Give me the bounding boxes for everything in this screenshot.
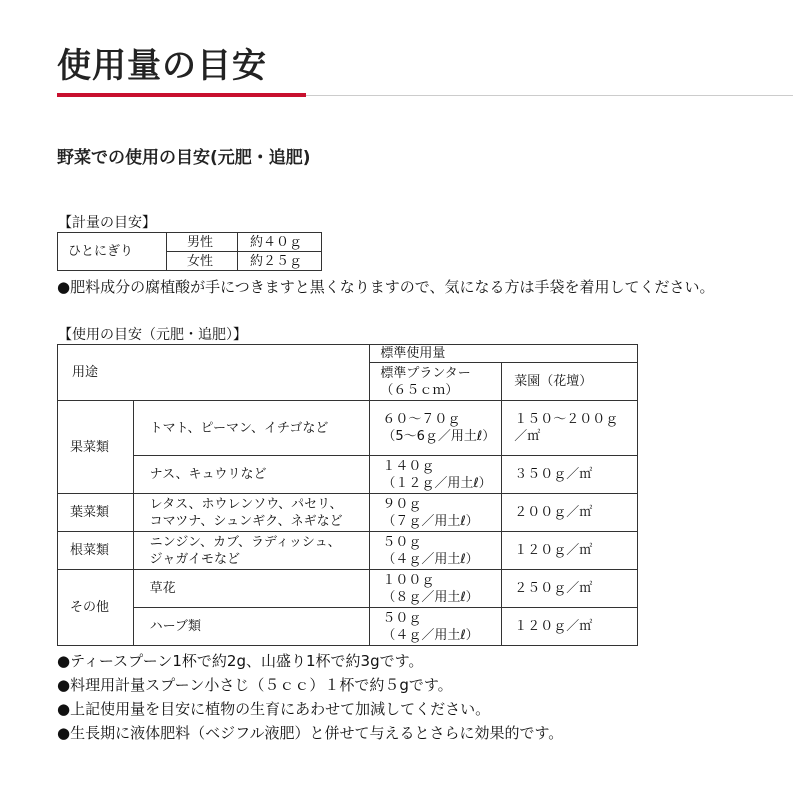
measure-gender: 男性 bbox=[167, 233, 238, 252]
measure-gender: 女性 bbox=[167, 252, 238, 271]
table-row bbox=[58, 570, 638, 608]
section-heading: 野菜での使用の目安(元肥・追肥) bbox=[57, 148, 311, 168]
table-row bbox=[58, 608, 638, 646]
garden-amount: １２０ｇ／㎡ bbox=[502, 532, 638, 570]
title-underline-rule bbox=[306, 95, 793, 96]
usage-table bbox=[57, 344, 638, 646]
planter-amount: ６０～７０ｇ （5～6ｇ／用土ℓ） bbox=[370, 401, 502, 456]
crop-item: ニンジン、カブ、ラディッシュ、 ジャガイモなど bbox=[133, 532, 370, 570]
table-row bbox=[58, 233, 322, 252]
header-garden: 菜園（花壇） bbox=[502, 363, 638, 401]
planter-amount: １００ｇ （８ｇ／用土ℓ） bbox=[370, 570, 502, 608]
table-row bbox=[58, 345, 638, 363]
category-label: 根菜類 bbox=[58, 532, 134, 570]
category-label: その他 bbox=[58, 570, 134, 646]
planter-amount: ５０ｇ （４ｇ／用土ℓ） bbox=[370, 608, 502, 646]
table-row bbox=[58, 494, 638, 532]
table-row bbox=[58, 456, 638, 494]
usage-caption: 【使用の目安（元肥・追肥）】 bbox=[58, 327, 247, 343]
measure-amount: 約２５ｇ bbox=[238, 252, 322, 271]
planter-amount: ９０ｇ （７ｇ／用土ℓ） bbox=[370, 494, 502, 532]
glove-note: ●肥料成分の腐植酸が手につきますと黒くなりますので、気になる方は手袋を着用してください。 bbox=[57, 278, 715, 296]
crop-item: トマト、ピーマン、イチゴなど bbox=[133, 401, 370, 456]
category-label: 葉菜類 bbox=[58, 494, 134, 532]
crop-item: レタス、ホウレンソウ、パセリ、 コマツナ、シュンギク、ネギなど bbox=[133, 494, 370, 532]
measure-row-label: ひとにぎり bbox=[58, 233, 167, 271]
garden-amount: ２００ｇ／㎡ bbox=[502, 494, 638, 532]
usage-note: ●ティースプーン1杯で約2g、山盛り1杯で約3gです。 bbox=[57, 652, 424, 670]
usage-note: ●上記使用量を目安に植物の生育にあわせて加減してください。 bbox=[57, 700, 491, 718]
measure-table bbox=[57, 232, 322, 271]
measure-caption: 【計量の目安】 bbox=[58, 215, 156, 231]
crop-item: ナス、キュウリなど bbox=[133, 456, 370, 494]
crop-item: ハーブ類 bbox=[133, 608, 370, 646]
header-purpose: 用途 bbox=[58, 345, 370, 401]
category-label: 果菜類 bbox=[58, 401, 134, 494]
header-standard: 標準使用量 bbox=[370, 345, 638, 363]
usage-note: ●料理用計量スプーン小さじ（５ｃｃ）１杯で約５gです。 bbox=[57, 676, 453, 694]
planter-amount: ５０ｇ （４ｇ／用土ℓ） bbox=[370, 532, 502, 570]
table-row bbox=[58, 532, 638, 570]
garden-amount: ３５０ｇ／㎡ bbox=[502, 456, 638, 494]
crop-item: 草花 bbox=[133, 570, 370, 608]
garden-amount: １５０～２００ｇ ／㎡ bbox=[502, 401, 638, 456]
measure-amount: 約４０ｇ bbox=[238, 233, 322, 252]
usage-note: ●生長期に液体肥料（ベジフル液肥）と併せて与えるとさらに効果的です。 bbox=[57, 724, 564, 742]
table-row bbox=[58, 401, 638, 456]
planter-amount: １４０ｇ （１２ｇ／用土ℓ） bbox=[370, 456, 502, 494]
garden-amount: １２０ｇ／㎡ bbox=[502, 608, 638, 646]
garden-amount: ２５０ｇ／㎡ bbox=[502, 570, 638, 608]
page-title: 使用量の目安 bbox=[57, 46, 267, 86]
header-planter: 標準プランター （６５ｃｍ） bbox=[370, 363, 502, 401]
title-underline-accent bbox=[57, 93, 306, 97]
